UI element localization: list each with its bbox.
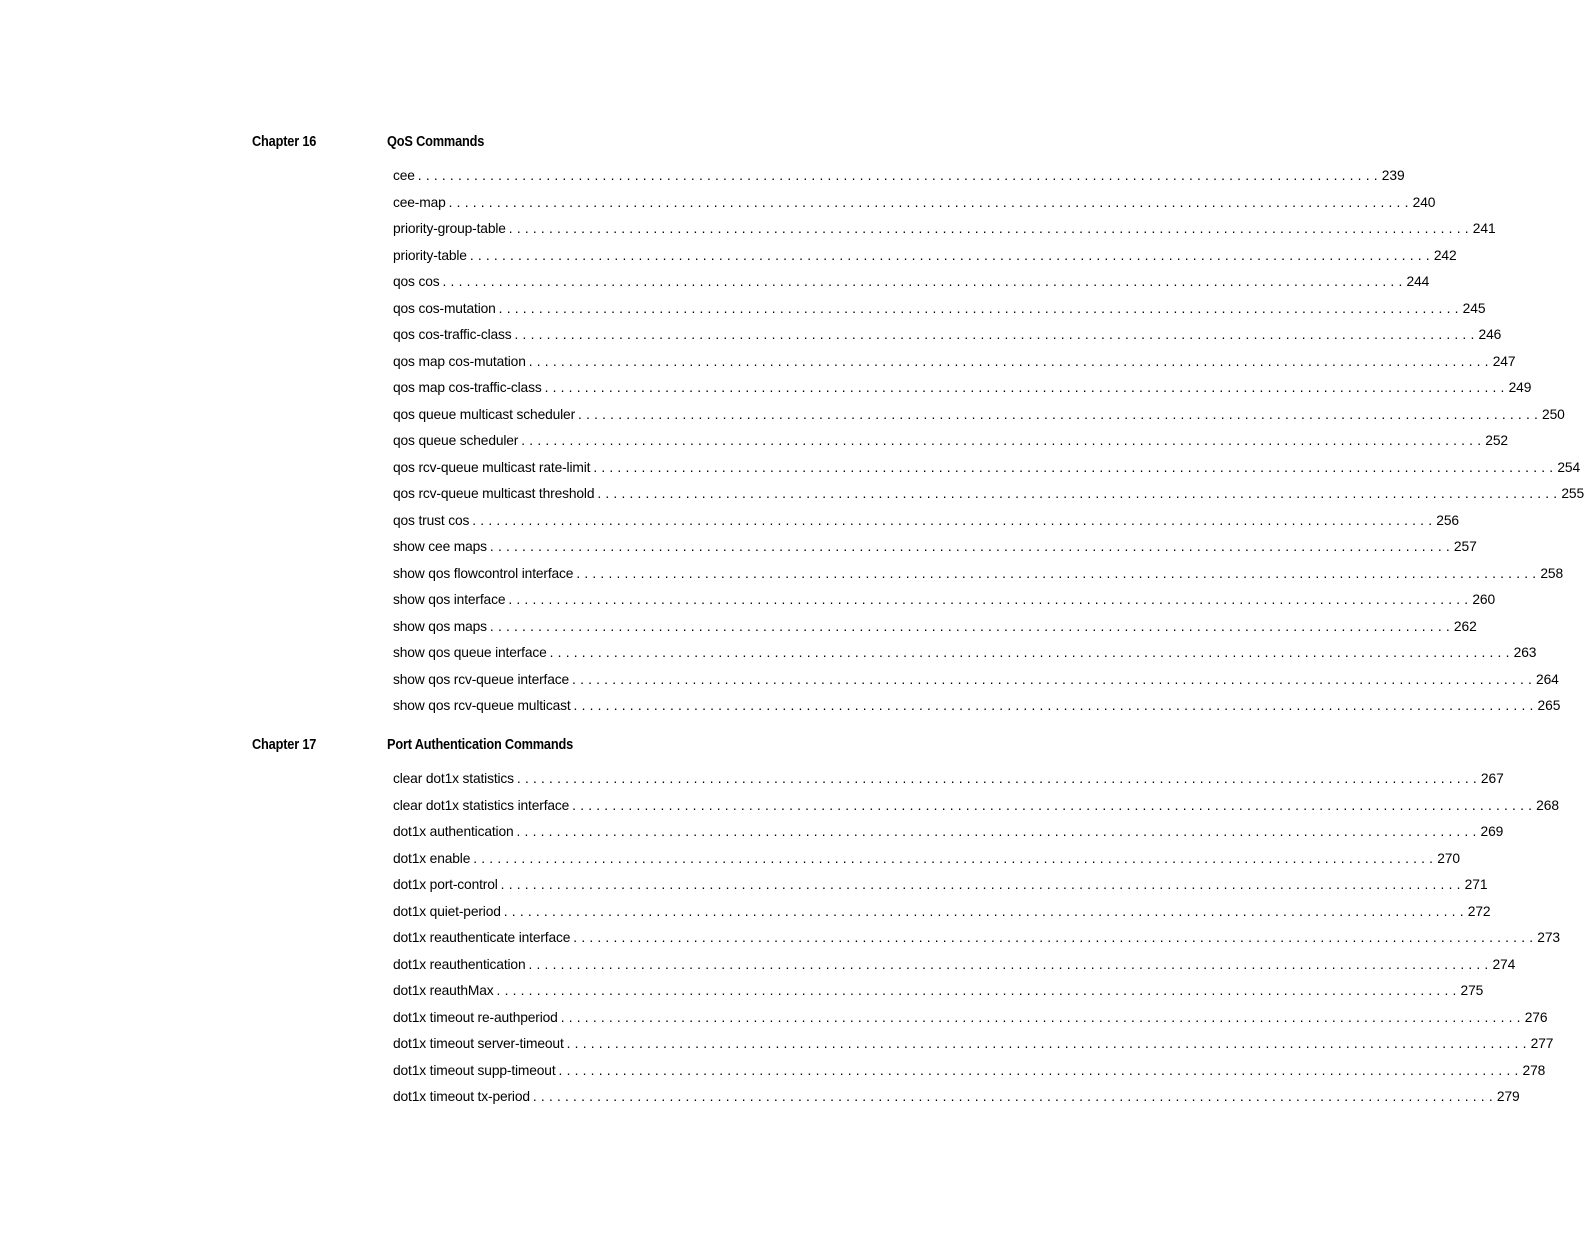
- toc-page-number[interactable]: 264: [1536, 671, 1559, 687]
- toc-page-number[interactable]: 240: [1412, 194, 1436, 210]
- chapter-title: Port Authentication Commands: [387, 737, 574, 753]
- toc-entry-title[interactable]: clear dot1x statistics interface: [393, 797, 570, 813]
- toc-entry[interactable]: [393, 1058, 1546, 1085]
- toc-entry-title[interactable]: cee: [393, 168, 415, 183]
- toc-entry-title[interactable]: show qos queue interface: [393, 645, 547, 660]
- dot-leader: ........................................................................................................................: [498, 300, 1463, 316]
- toc-page-number[interactable]: 245: [1462, 300, 1486, 316]
- toc-page-number[interactable]: 255: [1561, 486, 1584, 501]
- chapter-17-section: [252, 737, 1561, 1111]
- dot-leader: ........................................................................................................................: [516, 771, 1481, 786]
- toc-page-number[interactable]: 250: [1542, 406, 1565, 422]
- toc-entry[interactable]: [393, 766, 1504, 793]
- chapter-header: [252, 134, 842, 156]
- toc-entry[interactable]: [393, 428, 1508, 455]
- toc-entry-title[interactable]: dot1x reauthMax: [393, 983, 494, 998]
- toc-page-number[interactable]: 279: [1496, 1089, 1520, 1104]
- toc-entry[interactable]: [393, 793, 1559, 820]
- toc-entry-title[interactable]: dot1x quiet-period: [393, 903, 501, 919]
- toc-entry[interactable]: [393, 978, 1484, 1005]
- toc-page-number[interactable]: 273: [1537, 930, 1561, 945]
- toc-entry[interactable]: [393, 508, 1459, 535]
- toc-page-number[interactable]: 274: [1492, 956, 1516, 972]
- dot-leader: ........................................................................................................................: [503, 903, 1468, 919]
- toc-page-number[interactable]: 263: [1513, 645, 1537, 660]
- dot-leader: ........................................................................................................................: [532, 1089, 1497, 1104]
- toc-entry-title[interactable]: dot1x timeout re-authperiod: [393, 1009, 558, 1025]
- toc-entry-title[interactable]: qos map cos-traffic-class: [393, 380, 542, 395]
- toc-page-number[interactable]: 278: [1522, 1062, 1546, 1078]
- toc-entry[interactable]: [393, 243, 1457, 270]
- dot-leader: ........................................................................................................................: [500, 877, 1465, 892]
- toc-entry[interactable]: [393, 190, 1436, 217]
- toc-entry-title[interactable]: qos map cos-mutation: [393, 353, 526, 369]
- toc-entry[interactable]: [393, 846, 1460, 873]
- toc-entry[interactable]: [393, 561, 1564, 588]
- toc-entry-title[interactable]: dot1x timeout tx-period: [393, 1089, 530, 1104]
- dot-leader: ........................................................................................................................: [573, 698, 1538, 713]
- toc-page-number[interactable]: 247: [1492, 353, 1516, 369]
- toc-entry[interactable]: [393, 349, 1516, 376]
- toc-page-number[interactable]: 275: [1460, 983, 1484, 998]
- toc-page-number[interactable]: 258: [1540, 565, 1564, 581]
- toc-entry-title[interactable]: qos rcv-queue multicast threshold: [393, 486, 595, 501]
- dot-leader: ........................................................................................................................: [417, 168, 1382, 183]
- dot-leader: ........................................................................................................................: [578, 406, 1543, 422]
- toc-page-number[interactable]: 254: [1557, 459, 1581, 475]
- toc-entry[interactable]: [393, 481, 1584, 508]
- toc-entry[interactable]: [393, 375, 1532, 402]
- toc-entry[interactable]: [393, 163, 1405, 190]
- toc-page-number[interactable]: 265: [1537, 698, 1561, 713]
- chapter-label: Chapter 17: [252, 737, 317, 753]
- toc-entry-title[interactable]: show qos rcv-queue multicast: [393, 698, 571, 713]
- chapter-header: [252, 737, 842, 759]
- toc-page-number[interactable]: 272: [1467, 903, 1491, 919]
- toc-entry[interactable]: [393, 899, 1491, 926]
- toc-page-number[interactable]: 271: [1464, 877, 1488, 892]
- toc-entry-title[interactable]: priority-group-table: [393, 221, 506, 236]
- toc-entry[interactable]: [393, 640, 1537, 667]
- dot-leader: ........................................................................................................................: [508, 221, 1473, 236]
- dot-leader: ........................................................................................................................: [566, 1036, 1531, 1051]
- toc-entry-title[interactable]: dot1x timeout supp-timeout: [393, 1062, 556, 1078]
- toc-page-number[interactable]: 239: [1381, 168, 1405, 183]
- toc-entry-title[interactable]: clear dot1x statistics: [393, 771, 514, 786]
- chapter-16-section: [252, 134, 1584, 720]
- dot-leader: ........................................................................................................................: [597, 486, 1562, 501]
- dot-leader: ........................................................................................................................: [573, 930, 1538, 945]
- toc-page-number[interactable]: 269: [1480, 824, 1504, 839]
- dot-leader: ........................................................................................................................: [544, 380, 1509, 395]
- dot-leader: ........................................................................................................................: [521, 433, 1486, 448]
- toc-entry-title[interactable]: qos cos: [393, 274, 440, 289]
- toc-entry-title[interactable]: dot1x timeout server-timeout: [393, 1036, 564, 1051]
- chapter-label: Chapter 16: [252, 134, 317, 150]
- toc-entry[interactable]: [393, 693, 1561, 720]
- toc-entry[interactable]: [393, 322, 1502, 349]
- toc-page-number[interactable]: 270: [1437, 850, 1460, 866]
- toc-entry-title[interactable]: dot1x reauthentication: [393, 956, 526, 972]
- toc-entry[interactable]: [393, 1031, 1554, 1058]
- toc-entry[interactable]: [393, 455, 1581, 482]
- dot-leader: ........................................................................................................................: [514, 327, 1479, 342]
- toc-page-number[interactable]: 252: [1485, 433, 1508, 448]
- toc-page-number[interactable]: 257: [1453, 539, 1477, 554]
- dot-leader: ........................................................................................................................: [473, 850, 1438, 866]
- toc-entry[interactable]: [393, 1084, 1520, 1111]
- toc-entry-title[interactable]: show qos flowcontrol interface: [393, 565, 574, 581]
- toc-entry-title[interactable]: cee-map: [393, 194, 446, 210]
- dot-leader: ........................................................................................................................: [528, 956, 1493, 972]
- dot-leader: ........................................................................................................................: [576, 565, 1541, 581]
- toc-entry-title[interactable]: qos queue scheduler: [393, 433, 519, 448]
- toc-entry[interactable]: [393, 296, 1486, 323]
- toc-entry[interactable]: [393, 587, 1496, 614]
- toc-page-number[interactable]: 277: [1530, 1036, 1554, 1051]
- toc-page-number[interactable]: 256: [1436, 512, 1459, 528]
- toc-list: [393, 163, 1584, 720]
- dot-leader: ........................................................................................................................: [472, 512, 1437, 528]
- dot-leader: ........................................................................................................................: [560, 1009, 1525, 1025]
- toc-entry-title[interactable]: qos cos-traffic-class: [393, 327, 512, 342]
- toc-entry-title[interactable]: dot1x enable: [393, 850, 471, 866]
- dot-leader: ........................................................................................................................: [496, 983, 1461, 998]
- toc-entry-title[interactable]: qos trust cos: [393, 512, 470, 528]
- toc-entry[interactable]: [393, 216, 1496, 243]
- dot-leader: ........................................................................................................................: [572, 797, 1537, 813]
- dot-leader: ........................................................................................................................: [528, 353, 1493, 369]
- toc-entry[interactable]: [393, 925, 1561, 952]
- toc-list: [393, 766, 1561, 1111]
- toc-entry[interactable]: [393, 819, 1504, 846]
- dot-leader: ........................................................................................................................: [593, 459, 1558, 475]
- toc-entry-title[interactable]: dot1x authentication: [393, 824, 514, 839]
- toc-page-number[interactable]: 249: [1508, 380, 1532, 395]
- toc-entry[interactable]: [393, 534, 1477, 561]
- toc-page-number[interactable]: 268: [1536, 797, 1559, 813]
- toc-entry-title[interactable]: show cee maps: [393, 539, 487, 554]
- toc-entry[interactable]: [393, 667, 1559, 694]
- toc-entry-title[interactable]: qos rcv-queue multicast rate-limit: [393, 459, 591, 475]
- chapter-title: QoS Commands: [387, 134, 485, 150]
- dot-leader: ........................................................................................................................: [549, 645, 1514, 660]
- toc-page-number[interactable]: 242: [1433, 247, 1457, 263]
- toc-entry-title[interactable]: show qos rcv-queue interface: [393, 671, 570, 687]
- toc-entry[interactable]: [393, 952, 1516, 979]
- toc-page-number[interactable]: 262: [1453, 618, 1477, 634]
- toc-entry[interactable]: [393, 1005, 1548, 1032]
- dot-leader: ........................................................................................................................: [516, 824, 1481, 839]
- toc-page-number[interactable]: 267: [1480, 771, 1504, 786]
- toc-entry-title[interactable]: qos queue multicast scheduler: [393, 406, 576, 422]
- dot-leader: ........................................................................................................................: [448, 194, 1413, 210]
- dot-leader: ........................................................................................................................: [558, 1062, 1523, 1078]
- dot-leader: ........................................................................................................................: [469, 247, 1434, 263]
- toc-entry[interactable]: [393, 614, 1477, 641]
- toc-page-number[interactable]: 241: [1472, 221, 1496, 236]
- dot-leader: ........................................................................................................................: [442, 274, 1407, 289]
- toc-entry-title[interactable]: qos cos-mutation: [393, 300, 496, 316]
- dot-leader: ........................................................................................................................: [572, 671, 1537, 687]
- toc-entry[interactable]: [393, 872, 1488, 899]
- toc-entry-title[interactable]: dot1x port-control: [393, 877, 498, 892]
- toc-entry[interactable]: [393, 402, 1565, 429]
- toc-entry-title[interactable]: priority-table: [393, 247, 467, 263]
- dot-leader: ........................................................................................................................: [508, 592, 1473, 607]
- dot-leader: ........................................................................................................................: [489, 618, 1454, 634]
- toc-page-number[interactable]: 260: [1472, 592, 1496, 607]
- dot-leader: ........................................................................................................................: [489, 539, 1454, 554]
- toc-entry[interactable]: [393, 269, 1430, 296]
- toc-page-number[interactable]: 246: [1478, 327, 1502, 342]
- toc-entry-title[interactable]: dot1x reauthenticate interface: [393, 930, 571, 945]
- toc-entry-title[interactable]: show qos interface: [393, 592, 506, 607]
- toc-page-number[interactable]: 276: [1524, 1009, 1548, 1025]
- toc-entry-title[interactable]: show qos maps: [393, 618, 487, 634]
- toc-page-number[interactable]: 244: [1406, 274, 1430, 289]
